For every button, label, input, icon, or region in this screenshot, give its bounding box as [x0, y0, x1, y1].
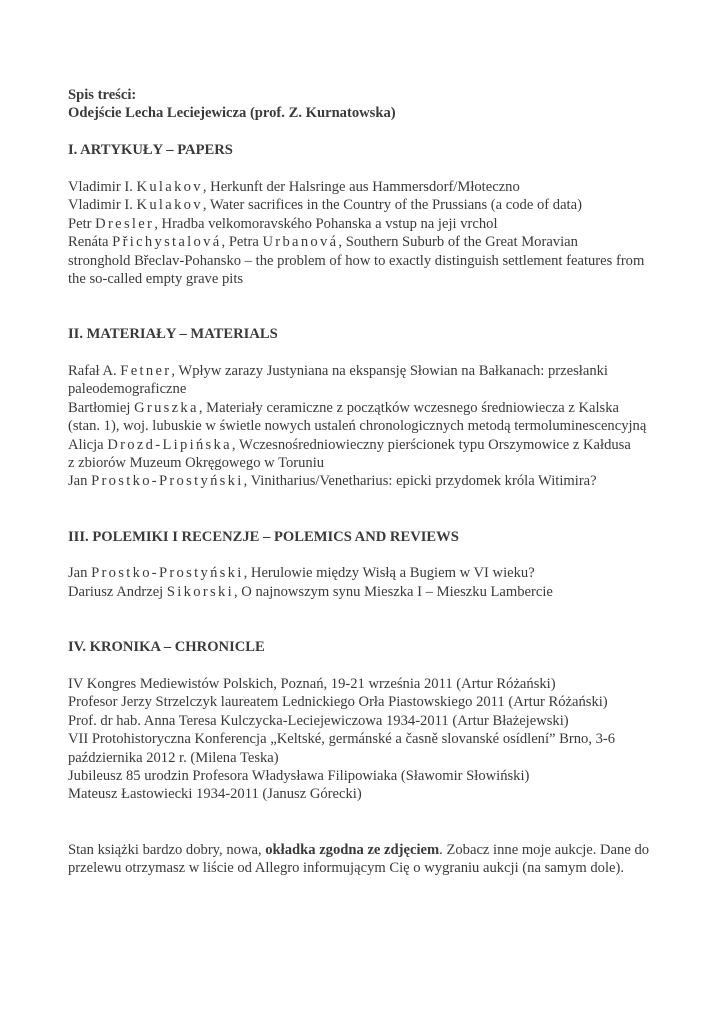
section-papers [68, 141, 668, 288]
author-surname: Gruszka [134, 399, 199, 416]
entry-text: , Herulowie między Wisłą a Bugiem w VI wieku? [243, 565, 535, 582]
entry-text: Bartłomiej [68, 399, 135, 416]
author-surname: Prostko-Prostyński [91, 565, 244, 582]
entry-line [68, 472, 668, 490]
sale-note-text: . Zobacz inne moje aukcje. Dane do przelewu otrzymasz w liście od Allegro informującym Cię o wygraniu aukcji (na samym dole). [68, 841, 650, 876]
entry-text: stronghold Břeclav-Pohansko – the problem of how to exactly distinguish settlement features from [68, 252, 645, 269]
entry-line [68, 583, 668, 601]
section-materials [68, 325, 668, 491]
entry-text: (stan. 1), woj. lubuskie w świetle nowych ustaleń chronologicznych metodą termoluminescencyjną [68, 418, 647, 435]
sale-note [68, 841, 668, 878]
entry-text: , Hradba velkomoravského Pohanska a vstup na jeji vrchol [154, 215, 498, 232]
entry-text: Profesor Jerzy Strzelczyk laureatem Lednickiego Orła Piastowskiego 2011 (Artur Różański) [68, 694, 608, 711]
entry-text: Alicja [68, 436, 108, 453]
entry-text: , Materiały ceramiczne z początków wczesnego średniowiecza z Kalska [198, 399, 619, 416]
section-chronicle [68, 638, 668, 804]
entry-text: Prof. dr hab. Anna Teresa Kulczycka-Leciejewiczowa 1934-2011 (Artur Błażejewski) [68, 712, 569, 729]
section-title: III. POLEMIKI I RECENZJE – POLEMICS AND REVIEWS [68, 528, 459, 545]
entry-line [68, 436, 668, 454]
entry-text: Vladimir I. [68, 179, 137, 195]
entry-text: , Wpływ zarazy Justyniana na ekspansję Słowian na Bałkanach: przesłanki [171, 363, 608, 380]
section-title: II. MATERIAŁY – MATERIALS [68, 326, 278, 343]
entry-line [68, 399, 668, 417]
sale-note-text: Stan książki bardzo dobry, nowa, [68, 841, 266, 858]
entry-text: Jan [68, 565, 92, 582]
entry-text: Jan [68, 473, 92, 490]
entry-line [68, 178, 668, 196]
author-surname: Sikorski [166, 583, 234, 600]
author-surname: Kulakov [136, 197, 203, 214]
entry-text: , Water sacrifices in the Country of the Prussians (a code of data) [202, 197, 582, 214]
toc-heading: Spis treści: [68, 87, 137, 103]
entry-text: Dariusz Andrzej [68, 583, 167, 600]
entry-line [68, 417, 668, 435]
entry-line [68, 712, 668, 730]
entry-text: , Herkunft der Halsringe aus Hammersdorf/Młoteczno [202, 179, 520, 195]
entry-text: , Wczesnośredniowieczny pierścionek typu Orszymowice z Kałdusa [231, 436, 631, 453]
entry-text: IV Kongres Mediewistów Polskich, Poznań, 19-21 września 2011 (Artur Różański) [68, 675, 556, 692]
entry-line [68, 785, 668, 803]
entry-text: października 2012 r. (Milena Teska) [68, 749, 279, 766]
entry-line [68, 564, 668, 582]
entry-text: , Vinitharius/Venetharius: epicki przydomek króla Witimira? [243, 473, 597, 490]
entry-line [68, 362, 668, 380]
section-polemics [68, 528, 668, 602]
author-surname: Drozd-Lipińska [107, 436, 232, 453]
author-surname: Fetner [120, 363, 172, 380]
entry-text: Rafał A. [68, 363, 121, 380]
entry-text: , Petra [221, 234, 263, 251]
entry-text: paleodemograficzne [68, 381, 187, 398]
entry-line [68, 270, 668, 288]
author-surname: Dresler [95, 215, 155, 232]
entry-text: Jubileusz 85 urodzin Profesora Władysława Filipowiaka (Sławomir Słowiński) [68, 767, 530, 784]
entry-line [68, 215, 668, 233]
author-surname: Prostko-Prostyński [91, 473, 244, 490]
author-surname: Přichystalová [112, 234, 222, 251]
entry-line [68, 730, 668, 748]
entry-line [68, 252, 668, 270]
entry-line [68, 675, 668, 693]
author-surname: Kulakov [136, 179, 203, 195]
author-surname: Urbanová [262, 234, 339, 251]
entry-line [68, 233, 668, 251]
entry-text: Vladimir I. [68, 197, 137, 214]
entry-line [68, 196, 668, 214]
entry-text: z zbiorów Muzeum Okręgowego w Toruniu [68, 455, 325, 472]
farewell-heading: Odejście Lecha Leciejewicza (prof. Z. Kurnatowska) [68, 105, 396, 122]
sale-note-bold: okładka zgodna ze zdjęciem [265, 841, 440, 858]
entry-line [68, 767, 668, 785]
entry-line [68, 693, 668, 711]
entry-text: the so-called empty grave pits [68, 271, 244, 288]
entry-text: Mateusz Łastowiecki 1934-2011 (Janusz Górecki) [68, 786, 362, 803]
entry-text: , O najnowszym synu Mieszka I – Mieszku Lambercie [233, 583, 553, 600]
entry-text: , Southern Suburb of the Great Moravian [338, 234, 578, 251]
entry-line [68, 454, 668, 472]
entry-text: Petr [68, 215, 96, 232]
entry-line [68, 749, 668, 767]
entry-text: VII Protohistoryczna Konferencja „Keltské, germánské a časně slovanské osídlení” Brno, 3-6 [68, 731, 616, 748]
section-title: I. ARTYKUŁY – PAPERS [68, 142, 233, 159]
entry-line [68, 380, 668, 398]
document-page [68, 86, 668, 877]
entry-text: Renáta [68, 234, 113, 251]
section-title: IV. KRONIKA – CHRONICLE [68, 639, 265, 656]
